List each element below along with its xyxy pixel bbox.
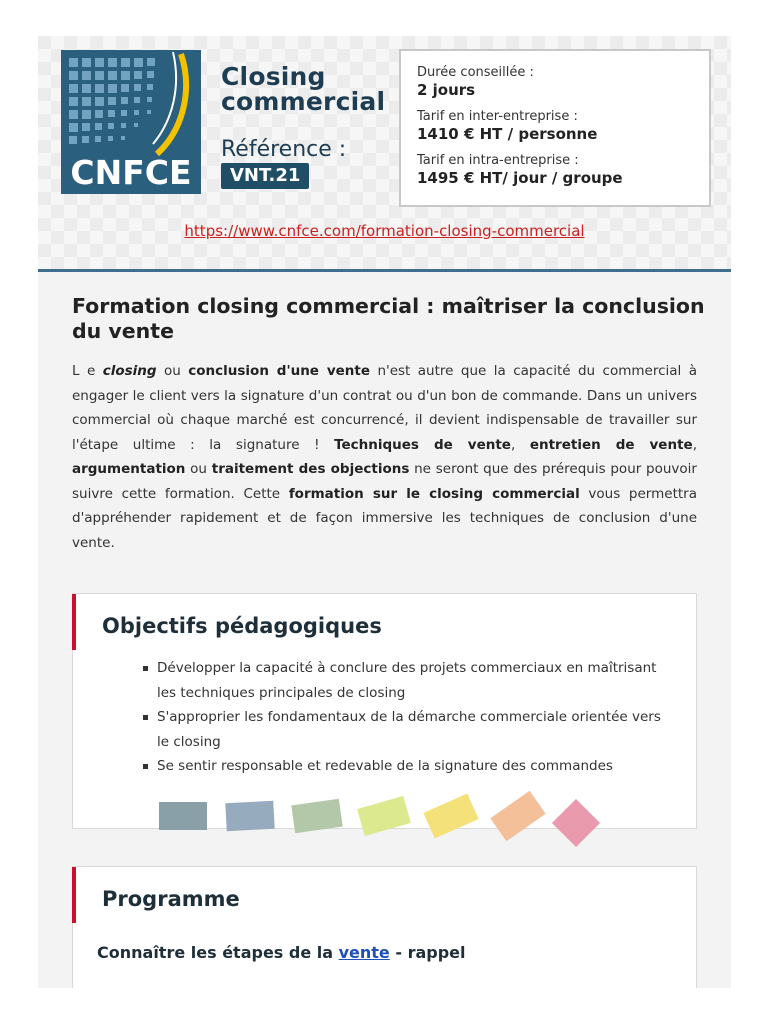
decor-square bbox=[423, 793, 478, 838]
document-page bbox=[38, 36, 731, 988]
intro-bold-conclusion: conclusion d'une vente bbox=[188, 363, 370, 379]
intro-text-7: ne seront que des prérequis pour pouvoir suivre cette formation. Cette bbox=[72, 461, 697, 502]
intra-price-label: Tarif en intra-entreprise : bbox=[417, 153, 579, 168]
program-heading: Programme bbox=[102, 887, 240, 911]
intro-text-2: ou bbox=[156, 363, 189, 379]
intro-bold-entretien: entretien de vente bbox=[529, 436, 693, 453]
cnfce-logo bbox=[61, 50, 201, 194]
intro-paragraph bbox=[72, 359, 697, 555]
objective-item: Se sentir responsable et redevable de la signature des commandes bbox=[137, 754, 677, 779]
decor-square bbox=[159, 802, 207, 830]
intro-bold-argumentation: argumentation bbox=[72, 461, 186, 477]
intro-text-4: , bbox=[510, 436, 530, 453]
program-section bbox=[72, 866, 697, 988]
decor-square bbox=[357, 796, 411, 836]
pricing-info-box bbox=[399, 49, 711, 207]
objectives-list bbox=[137, 656, 677, 779]
objective-item: S'approprier les fondamentaux de la démarche commerciale orientée vers le closing bbox=[137, 705, 677, 754]
intro-heading: Formation closing commercial : maîtriser la conclusion du vente bbox=[72, 294, 705, 343]
intro-text-1: L e bbox=[72, 363, 103, 379]
vente-link[interactable]: vente bbox=[338, 943, 390, 962]
section-accent-bar bbox=[72, 594, 76, 650]
duration-label: Durée conseillée : bbox=[417, 65, 534, 80]
decor-square bbox=[552, 799, 600, 847]
inter-price-label: Tarif en inter-entreprise : bbox=[417, 109, 578, 124]
intro-bold-objections: traitement des objections bbox=[211, 461, 410, 477]
decorative-squares bbox=[159, 800, 619, 830]
decor-square bbox=[291, 799, 342, 833]
objectives-section bbox=[72, 593, 697, 829]
course-url-link[interactable]: https://www.cnfce.com/formation-closing-commercial bbox=[184, 222, 585, 240]
program-sub-prefix: Connaître les étapes de la bbox=[97, 943, 339, 962]
inter-price-value: 1410 € HT / personne bbox=[417, 125, 598, 143]
intro-text-8: vous permettra d'appréhender rapidement et de façon immersive les techniques de conclusion d'une vente. bbox=[72, 485, 697, 551]
course-title bbox=[221, 64, 385, 114]
decor-square bbox=[490, 791, 545, 841]
intro-bold-formation: formation sur le closing commercial bbox=[288, 485, 580, 502]
intro-bold-closing: closing bbox=[102, 363, 157, 379]
intro-text-5: , bbox=[692, 436, 697, 453]
intro-text-6: ou bbox=[185, 461, 212, 477]
program-subheading bbox=[97, 943, 466, 962]
program-sub-suffix: - rappel bbox=[389, 943, 466, 962]
objective-item: Développer la capacité à conclure des projets commerciaux en maîtrisant les techniques principales de closing bbox=[137, 656, 677, 705]
intra-price-value: 1495 € HT/ jour / groupe bbox=[417, 169, 623, 187]
reference-code-badge: VNT.21 bbox=[221, 163, 309, 189]
cnfce-logo-mark bbox=[61, 50, 201, 194]
logo-text: CNFCE bbox=[70, 153, 192, 192]
objectives-heading: Objectifs pédagogiques bbox=[102, 614, 382, 638]
duration-value: 2 jours bbox=[417, 81, 476, 99]
reference-label: Référence : bbox=[221, 137, 347, 162]
course-title-line2: commercial bbox=[221, 87, 386, 116]
course-header bbox=[38, 36, 731, 272]
decor-square bbox=[225, 801, 274, 831]
intro-bold-techniques: Techniques de vente bbox=[334, 436, 511, 453]
section-accent-bar bbox=[72, 867, 76, 923]
course-title-line1: Closing bbox=[221, 62, 326, 91]
intro-text-3: n'est autre que la capacité du commercial à engager le client vers la signature d'un contrat ou d'un bon de commande. Dans un univers commercial où chaque marché est concurrencé, il devient indispensable de travailler sur l'étape ultime : la signature ! bbox=[72, 363, 697, 453]
